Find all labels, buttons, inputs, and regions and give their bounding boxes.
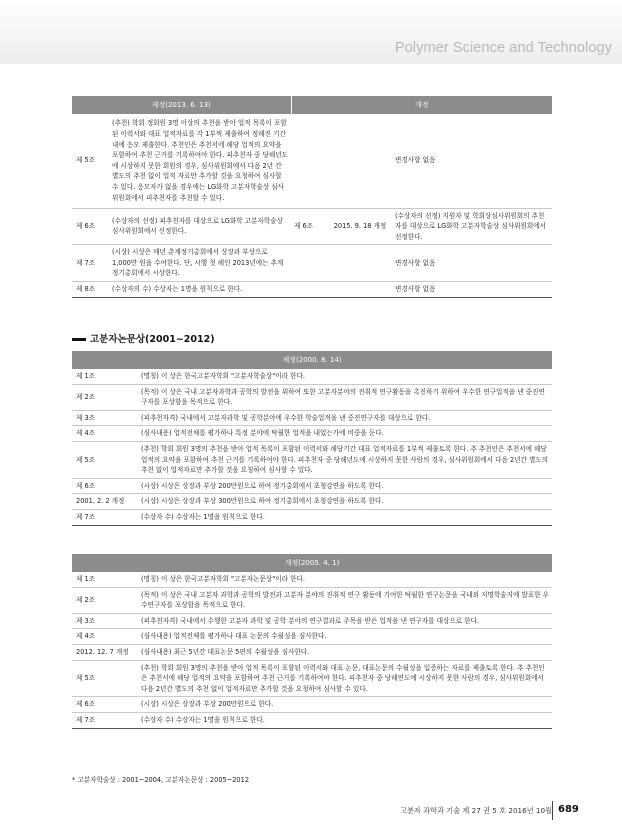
table3-title: 개정(2005. 4. 1) [72,554,552,572]
article-number: 제 3조 [72,613,138,629]
article-text: (수상자 수) 수상자는 1명을 원칙으로 한다. [138,712,552,728]
article-number: 제 7조 [72,245,109,282]
article-number: 제 2조 [72,384,138,410]
table-row [72,712,552,728]
article-number: 제 8조 [72,282,109,298]
table-row [72,410,552,426]
article-number: 제 6조 [72,478,138,494]
section-title: 고분자논문상(2001~2012) [90,334,215,345]
article-text: (추천) 학회 회원 3명의 추천을 받아 업적 목록이 포함된 이력서와 대표 논문, 대표논문의 수월성을 입증하는 자료를 제출토록 한다. 추 추천인은 추천서에 해당 업적의 요약을 포함하여 추천 근거를 기록하여야 한다. 피추천자 중 당해연도에 시상하지 못한 사람의 경우, 심사위원회에서 다음 2년간 별도의 추천 없이 업적자료만 추가할 것을 요청하여 심사할 수 있다. [138,660,552,697]
journal-title: Polymer Science and Technology [394,40,612,56]
article-number: 제 4조 [72,629,138,645]
table-row [72,509,552,525]
article-text: (명칭) 이 상은 한국고분자학회 "고분자논문상"이라 한다. [138,572,552,587]
revision-text: 변경사항 없음 [392,245,552,282]
article-text: (수상자 수) 수상자는 1명을 원칙으로 한다. [138,509,552,525]
journal-header-band [0,0,622,64]
article-text: (심사내용) 업적전체를 평가하나 대표 논문의 수월성을 심사한다. [138,629,552,645]
revision-date [328,114,392,208]
revision-text: 변경사항 없음 [392,282,552,298]
article-number: 제 4조 [72,426,138,442]
article-number: 제 7조 [72,712,138,728]
table-row [72,384,552,410]
table1-col-right: 개정 [291,96,552,114]
article-number: 제 3조 [72,410,138,426]
rules-table-3 [72,554,552,729]
article-number: 제 1조 [72,369,138,384]
table-row [72,629,552,645]
article-text: (심사내용) 업적전체를 평가하나 특정 분야에 탁월한 업적을 내었는가에 비중을 둔다. [138,426,552,442]
table3-header [72,554,552,572]
article-text: (추천) 학회 회원 3명의 추천을 받아 업적 목록이 포함된 이력서와 해당기간 대표 업적자료를 1부씩 제출토록 한다. 추 추천인은 추천서에 해당 업적의 요약을 포함하여 추천 근거를 기록하여야 한다. 피추천자 중 당해년도에 시상하지 못한 사람의 경우, 심사위원회에서 다음 2년간 별도의 추천 없이 업적자료만 추가할 것을 요청하여 심사할 수 있다. [138,441,552,478]
table-row [72,282,552,298]
table-row [72,613,552,629]
table-row [72,587,552,613]
footer-divider [552,801,553,820]
footnote: * 고분자학술상 : 2001~2004, 고분자논문상 : 2005~2012 [72,776,250,784]
article-number: 제 2조 [72,587,138,613]
article-number: 제 5조 [72,114,109,208]
table-row [72,572,552,587]
rules-table-1 [72,96,552,298]
table-row [72,478,552,494]
article-text: (수상자의 선정) 피추천자를 대상으로 LG화학 고분자학술상 심사위원회에서 선정한다. [109,208,291,245]
revision-article [291,245,328,282]
table-row [72,369,552,384]
revision-article [291,114,328,208]
revision-date [328,282,392,298]
rules-table-2 [72,351,552,526]
table1-col-left: 제정(2013. 6. 13) [72,96,291,114]
table2-title: 제정(2000. 8. 14) [72,351,552,369]
article-number: 2001. 2. 2 개정 [72,494,138,510]
article-number: 2012. 12. 7 개정 [72,644,138,660]
article-text: (시상) 시상은 상장과 부상 200만원으로 하여 정기총회에서 초청강연을 하도록 한다. [138,478,552,494]
section-bar-icon [72,338,86,341]
article-text: (시상) 시상은 매년 춘계정기총회에서 상장과 부상으로 1,000만 원을 수여한다. 단, 시행 첫 해인 2013년에는 추계정기총회에서 시상한다. [109,245,291,282]
article-text: (수상자의 수) 수상자는 1명을 원칙으로 한다. [109,282,291,298]
table-row [72,245,552,282]
table-row [72,114,552,208]
article-text: (추천) 학회 정회원 3명 이상의 추천을 받아 업적 목록이 포함된 이력서와 대표 업적자료를 각 1부씩 제출하여 정해진 기간 내에 응모 제출한다. 추천인은 추천서에 해당 업적의 요약을 포함하여 추천 근거를 기록하여야 한다. 피추천자 중 당해년도에 시상하지 못한 회원의 경우, 심사위원회에서 다음 2년 간 별도의 추천 없이 업적 자료만 추가할 것을 요청하여 심사할 수 있다. 응모자가 없을 경우에는 LG화학 고분자학술상 심사위원회에서 피추천자를 추천할 수 있다. [109,114,291,208]
article-number: 제 6조 [72,208,109,245]
table1-header [72,96,552,114]
article-number: 제 7조 [72,509,138,525]
article-text: (시상) 시상은 상장과 부상 200만원으로 한다. [138,697,552,713]
table-row [72,494,552,510]
page-footer-citation: 고분자 과학과 기술 제 27 권 5 호 2016년 10월 [400,806,552,815]
article-number: 제 6조 [72,697,138,713]
table2-header [72,351,552,369]
article-text: (목적) 이 상은 국내 고분자과학과 공학의 발전을 위하여 또한 고분자분야의 진취적 연구활동을 촉진하기 위하여 우수한 연구업적을 낸 중진연구자를 포상함을 목적으로 한다. [138,384,552,410]
revision-text: (수상자의 선정) 지원자 및 학회상심사위원회의 추천자를 대상으로 LG화학 고분자학술상 심사위원회에서 선정한다. [392,208,552,245]
table-row [72,208,552,245]
article-text: (목적) 이 상은 국내 고분자 과학과 공학의 발전과 고분자 분야의 진취적 연구 활동에 기여한 탁월한 연구논문을 국내외 저명학술지에 발표한 우수연구자를 포상함을 목적으로 한다. [138,587,552,613]
revision-date [328,245,392,282]
page-number: 689 [558,804,579,815]
revision-article: 제 6조 [291,208,328,245]
revision-text: 변경사항 없음 [392,114,552,208]
revision-date: 2015. 9. 18 개정 [328,208,392,245]
table-row [72,644,552,660]
table-row [72,660,552,697]
revision-article [291,282,328,298]
article-text: (시상) 시상은 상장과 부상 300만원으로 하여 정기총회에서 초청강연을 하도록 한다. [138,494,552,510]
article-number: 제 5조 [72,660,138,697]
article-text: (심사내용) 최근 5년간 대표논문 5편의 수월성을 심사한다. [138,644,552,660]
table-row [72,697,552,713]
table-row [72,441,552,478]
section-heading [72,331,215,345]
article-text: (피추천자격) 국내에서 수행한 고분자 과학 및 공학 분야의 연구결과로 주목을 받은 업적을 낸 연구자를 대상으로 한다. [138,613,552,629]
article-number: 제 1조 [72,572,138,587]
article-text: (피추천자격) 국내에서 고분자과학 및 공학분야에 우수한 학술업적을 낸 중진연구자를 대상으로 한다. [138,410,552,426]
article-text: (명칭) 이 상은 한국고분자학회 "고분자학술상"이라 한다. [138,369,552,384]
article-number: 제 5조 [72,441,138,478]
table-row [72,426,552,442]
